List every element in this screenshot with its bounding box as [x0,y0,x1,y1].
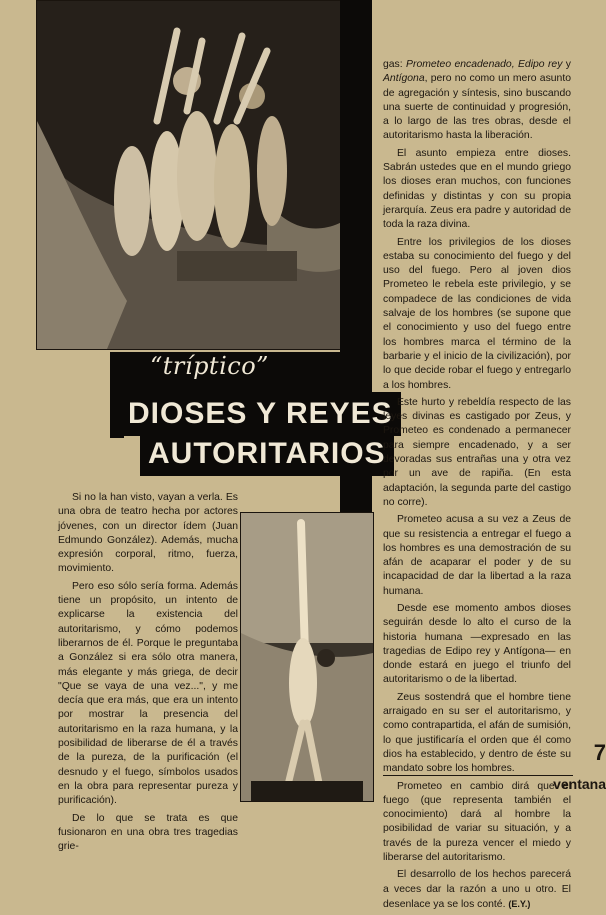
paragraph: De lo que se trata es que fusionaron en una obra tres tragedias grie- [58,812,238,853]
paragraph: Si no la han visto, vayan a verla. Es una obra de teatro hecha por actores jóvenes, con un director ídem (Juan Edmundo González). Además, mucha expresión corporal, ritmo, fuerza, movimiento. [58,492,238,575]
kicker-label: “tríptico” [150,352,269,380]
paragraph: Zeus sostendrá que el hombre tiene arraigado en su ser el autoritarismo, y como contrapartida, el afán de sumisión, lo que justificaría el orden que él como dios ha establecido, y dentro de éste su mandato sobre los hombres. [383,691,571,775]
paragraph: Prometeo en cambio dirá que el fuego (que representa también el conocimiento) dará al hombre la posibilidad de variar su situación, y a través de la pureza vencer el miedo y liberarse del autoritarismo. [383,780,571,864]
article-column-right [383,58,571,915]
intro-title-italic: Prometeo encadenado, Edipo rey [406,59,563,70]
author-signature: (E.Y.) [508,898,531,909]
magazine-name: ventana [553,776,606,792]
intro-rest: , pero no como un mero asunto de agregación y síntesis, sino buscando una suerte de continuidad y progresión, a lo largo de las tres obras, desde el autoritarismo hasta la liberación. [383,73,571,142]
intro-prefix: gas: [383,59,407,70]
paragraph: Entre los privilegios de los dioses estaba su conocimiento del fuego y del uso del fuego. Pero al joven dios Prometeo le rebela este privilegio, y se compadece de las condiciones de vida salvaje de los hombres (se supone que el conocimiento y uso del fuego entre los hombres marca el término de la barbarie y el inicio de la civilización), por lo que decide robar el fuego y entregarlo a los hombres. [383,236,571,391]
paragraph [383,58,571,144]
stage-photo-top [36,0,358,350]
headline-line-1: DIOSES Y REYES [120,392,401,436]
paragraph: Desde ese momento ambos dioses seguirán desde lo alto el curso de la historia humana —expresado en las tragedias de Edipo rey y Antígona— en donde estará en juego el triunfo del autoritarismo o de la libertad. [383,602,571,686]
article-column-left [58,491,238,857]
paragraph: El asunto empieza entre dioses. Sabrán ustedes que en el mundo griego los dioses eran muchos, con funciones definidas y distintas y con su propia jerarquía. Zeus era padre y autoridad de toda la raza divina. [383,147,571,231]
paragraph: Prometeo acusa a su vez a Zeus de que su resistencia a entregar el fuego a los hombres es una demostración de su afán de acaparar el poder y de su incapacidad de dar la libertad a la raza humana. [383,514,571,597]
intro-title-italic-2: Antígona [383,73,425,85]
intro-mid: y [562,59,572,70]
stage-photo-bottom [240,512,374,802]
paragraph [383,868,571,912]
closing-text: El desarrollo de los hechos parecerá a veces dar la razón a uno u otro. El desenlace ya se los conté. [383,869,571,910]
paragraph: Pero eso sólo sería forma. Además tiene un propósito, un intento de explicarse la existencia del autoritarismo, y cómo podemos liberarnos de él. Porque le preguntaba a González si era sólo otra manera, más elegante y más griega, de decir "Que se vaya de una vez...", y me decía que era más, que era un intento por mostrar la presencia del autoritarismo en la raza humana, y la posibilidad de liberarse de él a través de la pureza, de la purificación (el desnudo y el fuego, símbolos usados en la obra para representar pureza y purificación). [58,580,238,807]
page-number: 7 [593,740,606,765]
footer-divider [383,775,573,776]
headline-line-2: AUTORITARIOS [140,432,394,476]
paragraph: Este hurto y rebeldía respecto de las leyes divinas es castigado por Zeus, y Prometeo es condenado a permanecer para siempre encadenado, y a ser devoradas sus entrañas una y otra vez por un ave de rapiña. (En esta adaptación, la segunda parte del castigo no corre). [383,396,571,508]
